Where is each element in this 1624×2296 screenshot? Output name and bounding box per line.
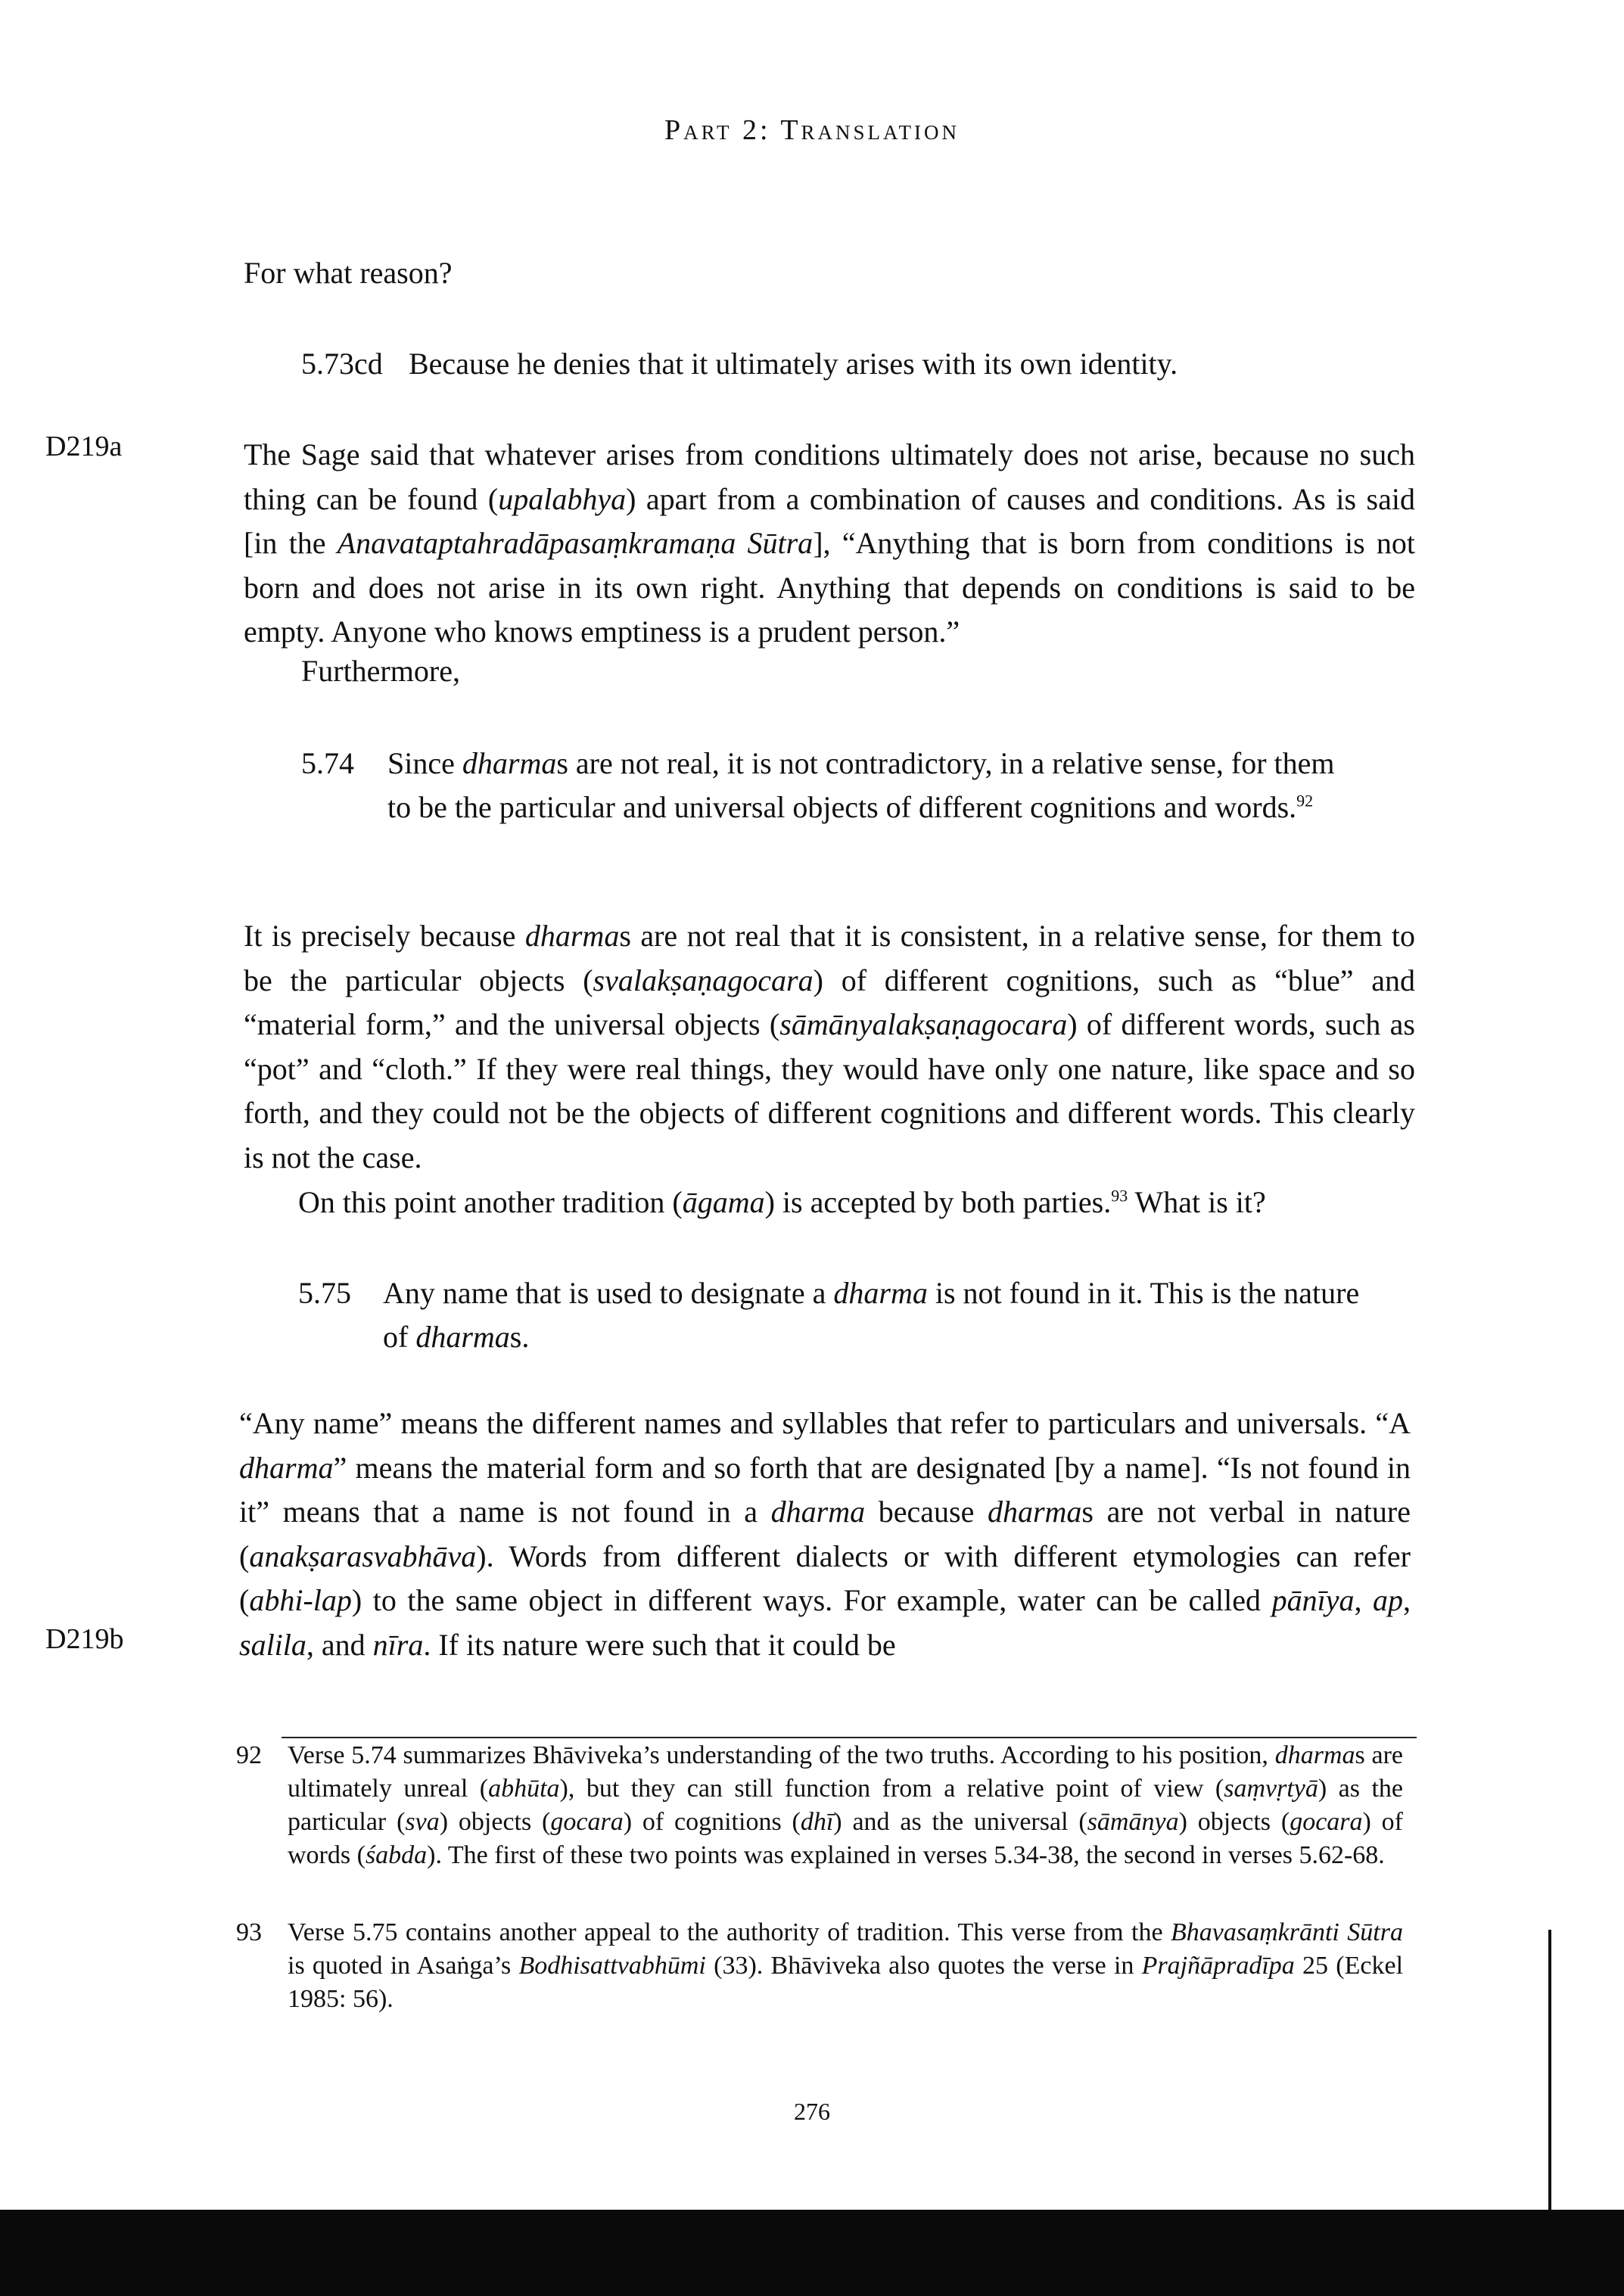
paragraph-2: It is precisely because dharmas are not real that it is consistent, in a relative sense, for them to be the particular objects (svalakṣaṇagocara) of different cognitions, such as “blue” and “material form,” and the universal objects (sāmānyalakṣaṇagocara) of different words, such as “pot” and “cloth.” If they were real things, they would have only one nature, like space and so forth, and they could not be the objects of different cognitions and different words. This clearly is not the case. [244, 919, 1416, 1174]
verse-number: 5.74 [301, 746, 354, 780]
footnote-92 [236, 1739, 1417, 1913]
footnote-divider [282, 1737, 1417, 1738]
verse-number: 5.73cd [301, 347, 383, 381]
verse-number: 5.75 [298, 1276, 351, 1310]
intro-question: For what reason? [244, 256, 453, 290]
verse-text: Any name that is used to designate a dharma is not found in it. This is the nature of dharmas. [383, 1276, 1360, 1354]
page-number: 276 [794, 2098, 830, 2125]
running-header: Part 2: Translation [664, 114, 960, 146]
furthermore: Furthermore, [301, 654, 460, 688]
footnote-ref-92[interactable]: 92 [1296, 791, 1314, 810]
margin-ref-d219b: D219b [45, 1623, 124, 1655]
scan-edge [1548, 1930, 1551, 2210]
paragraph-3: On this point another tradition (āgama) is accepted by both parties.$^{93}$ What is it? [298, 1185, 1266, 1219]
verse-text: Because he denies that it ultimately arises with its own identity. [409, 347, 1178, 381]
footnote-number: 93 [236, 1918, 262, 1946]
footnote-93 [236, 1916, 1417, 2022]
scan-border [0, 2210, 1624, 2296]
paragraph-4: “Any name” means the different names and syllables that refer to particulars and universals. “A dharma” means the material form and so forth that are designated [by a name]. “Is not found in it” means that a name is not found in a dharma because dharmas are not verbal in nature (anakṣarasvabhāva). Words from different dialects or with different etymologies can refer (abhi-lap) to the same object in different ways. For example, water can be called pānīya, ap, salila, and nīra. If its nature were such that it could be [239, 1406, 1411, 1662]
verse-text: Since dharmas are not real, it is not contradictory, in a relative sense, for them to be the particular and universal objects of different cognitions and words.$^{92}$ [387, 746, 1335, 824]
footnote-text: Verse 5.75 contains another appeal to the authority of tradition. This verse from the Bhavasaṃkrānti Sūtra is quoted in Asaṅga’s Bodhisattvabhūmi (33). Bhāviveka also quotes the verse in Prajñāpradīpa 25 (Eckel 1985: 56). [288, 1918, 1404, 2013]
paragraph-1: The Sage said that whatever arises from conditions ultimately does not arise, because no such thing can be found (upalabhya) apart from a combination of causes and conditions. As is said [in the Anavataptahradāpasaṃkramaṇa Sūtra], “Anything that is born from conditions is not born and does not arise in its own right. Anything that depends on conditions is said to be empty. Anyone who knows emptiness is a prudent person.” [244, 437, 1416, 649]
footnote-number: 92 [236, 1741, 262, 1769]
footnote-ref-93[interactable]: 93 [1111, 1186, 1128, 1206]
margin-ref-d219a: D219a [45, 431, 123, 462]
footnote-text: Verse 5.74 summarizes Bhāviveka’s understanding of the two truths. According to his position, dharmas are ultimately unreal (abhūta), but they can still function from a relative point of view (saṃvṛtyā) as the particular (sva) objects (gocara) of cognitions (dhī) and as the universal (sāmānya) objects (gocara) of words (śabda). The first of these two points was explained in verses 5.34-38, the second in verses 5.62-68. [288, 1741, 1404, 1869]
